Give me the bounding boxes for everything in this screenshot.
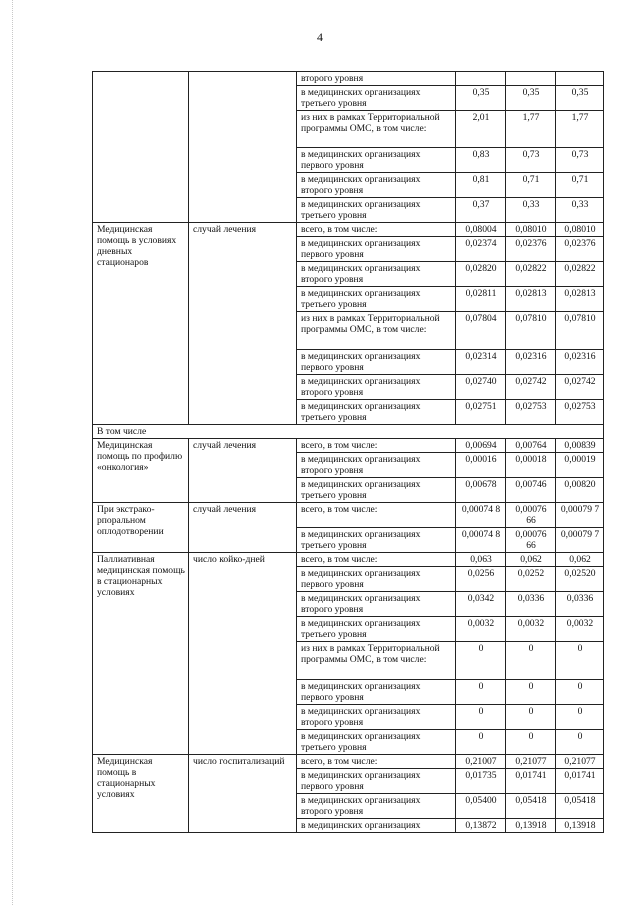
value-year-3: 0,062: [556, 553, 604, 567]
value-year-2: 0,13918: [506, 819, 556, 833]
table-row: [93, 439, 604, 453]
value-year-2: 0,35: [506, 86, 556, 111]
value-year-1: 0,0256: [456, 567, 506, 592]
row-description: всего, в том числе:: [297, 553, 456, 567]
value-year-3: 0,13918: [556, 819, 604, 833]
value-year-3: 0,21077: [556, 755, 604, 769]
unit-label: число госпитализаций: [189, 755, 297, 833]
value-year-2: 0,02822: [506, 262, 556, 287]
value-year-1: 0,02811: [456, 287, 506, 312]
row-description: в медицинских организациях третьего уровня: [297, 287, 456, 312]
value-year-3: 0,07810: [556, 312, 604, 350]
value-year-2: 0,0252: [506, 567, 556, 592]
value-year-3: 0,01741: [556, 769, 604, 794]
row-description: всего, в том числе:: [297, 223, 456, 237]
row-description: всего, в том числе:: [297, 503, 456, 528]
row-description: всего, в том числе:: [297, 755, 456, 769]
care-type-label: Медицинская помощь в условиях дневных стационаров: [93, 223, 189, 425]
value-year-3: 0,00019: [556, 453, 604, 478]
value-year-3: 0: [556, 642, 604, 680]
value-year-2: [506, 72, 556, 86]
row-description: в медицинских организациях второго уровня: [297, 173, 456, 198]
value-year-1: 0,063: [456, 553, 506, 567]
value-year-1: 0,83: [456, 148, 506, 173]
value-year-1: 0,02751: [456, 400, 506, 425]
value-year-1: 0: [456, 705, 506, 730]
value-year-2: 0: [506, 642, 556, 680]
value-year-2: 0,73: [506, 148, 556, 173]
value-year-3: 0,08010: [556, 223, 604, 237]
row-description: в медицинских организациях первого уровня: [297, 237, 456, 262]
care-type-label: Медицинская помощь в стационарных условиях: [93, 755, 189, 833]
care-type-label: [93, 72, 189, 223]
value-year-2: 0: [506, 680, 556, 705]
section-label: В том числе: [93, 425, 604, 439]
unit-label: число койко-дней: [189, 553, 297, 755]
table-row: [93, 72, 604, 86]
value-year-3: 0,05418: [556, 794, 604, 819]
value-year-1: 0,0032: [456, 617, 506, 642]
value-year-3: 0,73: [556, 148, 604, 173]
value-year-2: 0,01741: [506, 769, 556, 794]
value-year-2: 0,00076 66: [506, 503, 556, 528]
value-year-3: 0,02742: [556, 375, 604, 400]
table-row: [93, 503, 604, 528]
value-year-2: 0,08010: [506, 223, 556, 237]
value-year-3: 0,71: [556, 173, 604, 198]
value-year-2: 0,21077: [506, 755, 556, 769]
value-year-2: 0,00076 66: [506, 528, 556, 553]
table-row: [93, 755, 604, 769]
value-year-1: 0,00074 8: [456, 503, 506, 528]
value-year-1: 0,21007: [456, 755, 506, 769]
value-year-2: 0,062: [506, 553, 556, 567]
row-description: в медицинских организациях второго уровня: [297, 375, 456, 400]
value-year-1: 0,00694: [456, 439, 506, 453]
value-year-2: 0,02376: [506, 237, 556, 262]
row-description: в медицинских организациях первого уровня: [297, 769, 456, 794]
value-year-2: 0,02753: [506, 400, 556, 425]
care-type-label: Паллиативная медицинская помощь в стационарных условиях: [93, 553, 189, 755]
care-type-label: Медицинская помощь по профилю «онкология»: [93, 439, 189, 503]
page-edge-line: [12, 0, 13, 905]
care-type-label: При экстрако-рпоральном оплодотворении: [93, 503, 189, 553]
value-year-3: 0,00839: [556, 439, 604, 453]
value-year-3: 0: [556, 680, 604, 705]
value-year-3: 0,0336: [556, 592, 604, 617]
row-description: из них в рамках Территориальной программы ОМС, в том числе:: [297, 642, 456, 680]
row-description: всего, в том числе:: [297, 439, 456, 453]
value-year-3: 0,02753: [556, 400, 604, 425]
row-description: в медицинских организациях первого уровня: [297, 148, 456, 173]
value-year-1: 0: [456, 680, 506, 705]
value-year-2: 0,33: [506, 198, 556, 223]
unit-label: случай лечения: [189, 503, 297, 553]
value-year-3: 0,00079 7: [556, 503, 604, 528]
value-year-2: 0,00018: [506, 453, 556, 478]
value-year-1: 0,05400: [456, 794, 506, 819]
value-year-3: 0,02316: [556, 350, 604, 375]
value-year-3: 0,02376: [556, 237, 604, 262]
value-year-2: 0,02813: [506, 287, 556, 312]
value-year-1: 0: [456, 642, 506, 680]
value-year-2: 0,71: [506, 173, 556, 198]
value-year-3: [556, 72, 604, 86]
value-year-1: 0,37: [456, 198, 506, 223]
row-description: в медицинских организациях первого уровня: [297, 567, 456, 592]
row-description: в медицинских организациях первого уровня: [297, 680, 456, 705]
unit-label: случай лечения: [189, 223, 297, 425]
value-year-1: 2,01: [456, 111, 506, 148]
value-year-1: 0,02740: [456, 375, 506, 400]
unit-label: случай лечения: [189, 439, 297, 503]
value-year-3: 0,02822: [556, 262, 604, 287]
unit-label: [189, 72, 297, 223]
row-description: в медицинских организациях второго уровня: [297, 794, 456, 819]
row-description: в медицинских организациях второго уровня: [297, 453, 456, 478]
row-description: в медицинских организациях второго уровня: [297, 705, 456, 730]
value-year-3: 0,02520: [556, 567, 604, 592]
value-year-2: 0,02316: [506, 350, 556, 375]
row-description: в медицинских организациях второго уровня: [297, 262, 456, 287]
value-year-2: 0,02742: [506, 375, 556, 400]
value-year-1: 0,13872: [456, 819, 506, 833]
value-year-3: 0,0032: [556, 617, 604, 642]
value-year-3: 0,00820: [556, 478, 604, 503]
value-year-1: 0,01735: [456, 769, 506, 794]
value-year-1: 0,02314: [456, 350, 506, 375]
value-year-1: 0,08004: [456, 223, 506, 237]
row-description: в медицинских организациях: [297, 819, 456, 833]
row-description: из них в рамках Территориальной программы ОМС, в том числе:: [297, 111, 456, 148]
value-year-2: 0,0032: [506, 617, 556, 642]
value-year-2: 0,00764: [506, 439, 556, 453]
section-row: [93, 425, 604, 439]
value-year-2: 0,07810: [506, 312, 556, 350]
value-year-1: 0,35: [456, 86, 506, 111]
value-year-1: 0,00016: [456, 453, 506, 478]
value-year-2: 0,0336: [506, 592, 556, 617]
value-year-2: 0,00746: [506, 478, 556, 503]
value-year-2: 1,77: [506, 111, 556, 148]
table-row: [93, 553, 604, 567]
value-year-2: 0: [506, 705, 556, 730]
row-description: в медицинских организациях третьего уровня: [297, 730, 456, 755]
value-year-3: 0,35: [556, 86, 604, 111]
value-year-1: 0,02820: [456, 262, 506, 287]
value-year-1: 0,00074 8: [456, 528, 506, 553]
value-year-2: 0: [506, 730, 556, 755]
row-description: в медицинских организациях третьего уровня: [297, 528, 456, 553]
value-year-3: 0,02813: [556, 287, 604, 312]
row-description: в медицинских организациях третьего уровня: [297, 617, 456, 642]
value-year-1: 0,00678: [456, 478, 506, 503]
row-description: в медицинских организациях первого уровня: [297, 350, 456, 375]
value-year-2: 0,05418: [506, 794, 556, 819]
value-year-3: 0: [556, 705, 604, 730]
value-year-3: 0,33: [556, 198, 604, 223]
row-description: в медицинских организациях третьего уровня: [297, 400, 456, 425]
value-year-1: 0,0342: [456, 592, 506, 617]
value-year-3: 0: [556, 730, 604, 755]
row-description: в медицинских организациях второго уровня: [297, 592, 456, 617]
value-year-3: 1,77: [556, 111, 604, 148]
row-description: в медицинских организациях третьего уровня: [297, 198, 456, 223]
row-description: в медицинских организациях третьего уровня: [297, 86, 456, 111]
table-row: [93, 223, 604, 237]
value-year-3: 0,00079 7: [556, 528, 604, 553]
page-number: 4: [317, 30, 323, 44]
norms-table-body: [93, 72, 604, 833]
value-year-1: 0,02374: [456, 237, 506, 262]
value-year-1: [456, 72, 506, 86]
norms-table: [92, 71, 604, 833]
value-year-1: 0,07804: [456, 312, 506, 350]
row-description: второго уровня: [297, 72, 456, 86]
value-year-1: 0: [456, 730, 506, 755]
value-year-1: 0,81: [456, 173, 506, 198]
row-description: из них в рамках Территориальной программы ОМС, в том числе:: [297, 312, 456, 350]
row-description: в медицинских организациях третьего уровня: [297, 478, 456, 503]
